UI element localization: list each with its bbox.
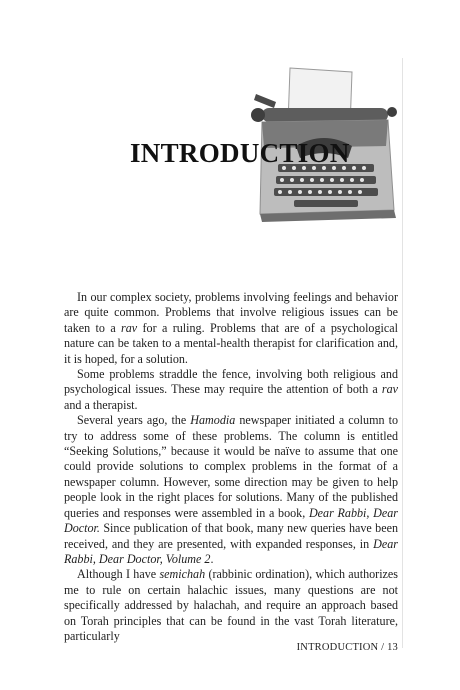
italic-run: Dear Rabbi, Dear Doctor. — [64, 505, 398, 536]
running-footer: INTRODUCTION / 13 — [296, 642, 398, 653]
italic-run: Hamodia — [190, 413, 236, 428]
paragraph: Several years ago, the Hamodia newspaper initiated a column to try to address some of these problems. The column is entitled “Seeking Solutions,” because it would be naïve to assume that one could provide solutions to complex problems in the format of a newspaper column. However, some direction may be given to help people look in the right places for solutions. Many of the published queries and responses were assembled in a book, Dear Rabbi, Dear Doctor. Since publication of that book, many new queries have been received, and they are presented, with expanded responses, in Dear Rabbi, Dear Doctor, Volume 2. — [64, 413, 398, 566]
paragraph: Some problems straddle the fence, involving both religious and psychological issues. These may require the attention of both a rav and a therapist. — [64, 367, 398, 412]
italic-run: rav — [381, 382, 398, 397]
body-text — [64, 290, 398, 644]
italic-run: Dear Rabbi, Dear Doctor, Volume 2 — [64, 536, 398, 566]
italic-run: semichah — [159, 567, 206, 582]
paragraph: In our complex society, problems involving feelings and behavior are quite common. Problems that involve religious issues can be taken to a rav for a ruling. Problems that are of a psychological nature can be taken to a mental-health therapist for clarification and, it is hoped, for a solution. — [64, 290, 398, 366]
italic-run: rav — [121, 320, 138, 335]
chapter-title: INTRODUCTION — [130, 138, 350, 168]
paragraph: Although I have semichah (rabbinic ordination), which authorizes me to rule on certain halachic issues, many questions are not specifically addressed by halachah, and require an approach based on Torah principles that can be found in the vast Torah literature, particularly — [64, 567, 398, 643]
